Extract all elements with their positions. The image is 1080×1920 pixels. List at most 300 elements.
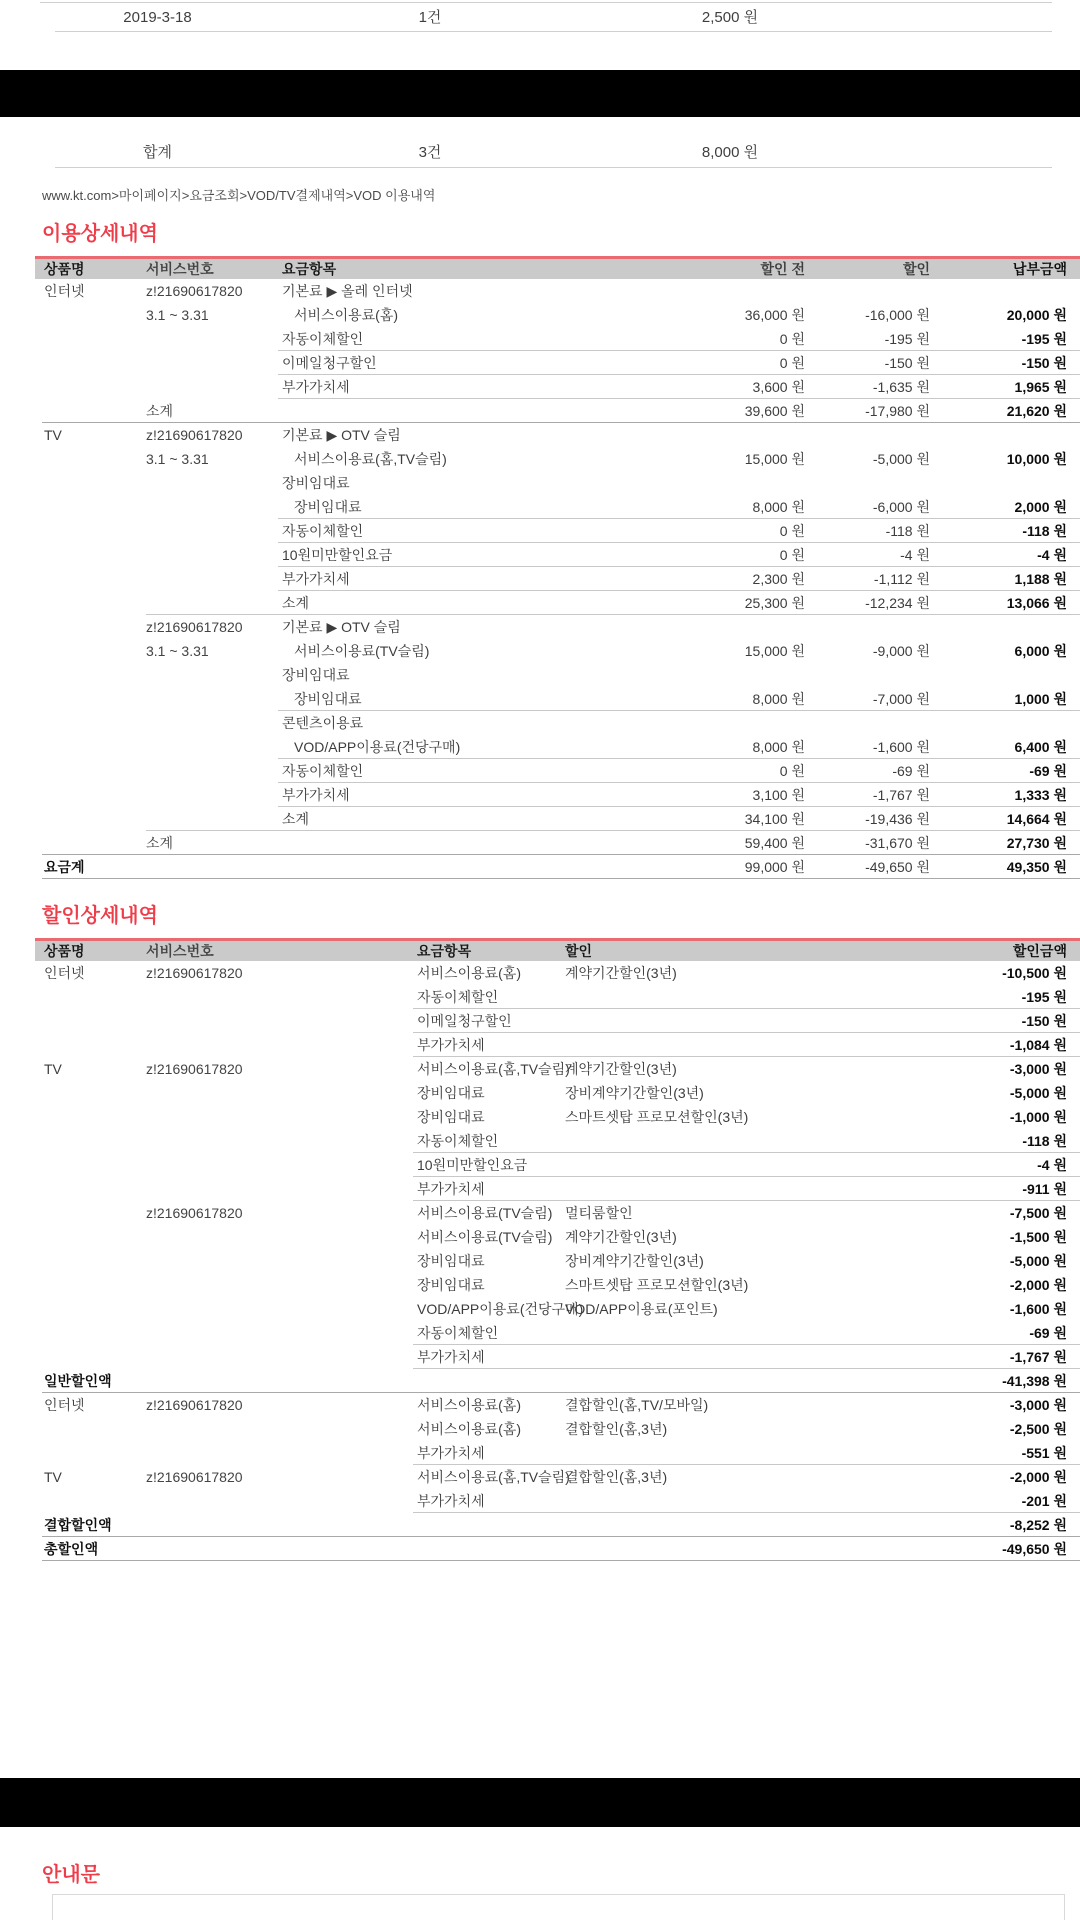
cell-charge-item: 부가가치세 <box>417 1445 485 1461</box>
cell-product <box>35 495 146 519</box>
column-header: 요금항목 <box>417 943 472 959</box>
column-header: 할인 <box>565 943 593 959</box>
cell-product <box>35 1441 146 1465</box>
table-row <box>35 1057 1080 1081</box>
cell-discount: -1,635 원 <box>872 379 930 395</box>
table-row <box>35 519 1080 543</box>
cell-service-number <box>146 663 278 687</box>
cell-before-discount: 8,000 원 <box>752 499 805 515</box>
cell-service-number <box>146 519 278 543</box>
total-amount: 8,000 원 <box>701 144 759 161</box>
cell-product: 인터넷 <box>44 283 85 299</box>
table-row <box>35 615 1080 639</box>
cell-paid-amount <box>930 663 1067 687</box>
table-row <box>35 567 1080 591</box>
cell-discount-name: 계약기간할인(3년) <box>565 1061 677 1077</box>
cell-discount-amount: -3,000 원 <box>1009 1061 1067 1077</box>
cell-service-number: 3.1 ~ 3.31 <box>146 643 209 659</box>
cell-charge-item: 장비임대료 <box>417 1085 485 1101</box>
table-row <box>35 399 1080 423</box>
table-row <box>35 327 1080 351</box>
cell-paid-amount: 1,188 원 <box>1014 571 1067 587</box>
cell-charge-item <box>413 1537 565 1561</box>
table-row <box>35 303 1080 327</box>
cell-charge-item: 서비스이용료(홈,TV슬림) <box>417 1061 570 1077</box>
cell-discount-name: 결합할인(홈,TV/모바일) <box>565 1397 709 1413</box>
cell-discount-name <box>565 1033 820 1057</box>
cell-paid-amount: 49,350 원 <box>1006 859 1067 875</box>
cell-before-discount: 0 원 <box>779 355 805 371</box>
cell-charge-item: 장비임대료 <box>417 1253 485 1269</box>
cell-service-number <box>146 1321 413 1345</box>
cell-discount-amount: -1,500 원 <box>1009 1229 1067 1245</box>
cell-discount: -1,767 원 <box>872 787 930 803</box>
cell-product <box>35 711 146 735</box>
cell-charge-item <box>278 855 570 879</box>
cell-discount-name <box>565 1009 820 1033</box>
cell-before-discount <box>570 423 805 447</box>
table-row <box>35 1345 1080 1369</box>
table-row <box>35 351 1080 375</box>
table-row <box>35 591 1080 615</box>
cell-product <box>35 663 146 687</box>
cell-service-number: 소계 <box>146 835 174 851</box>
cell-service-number <box>146 1297 413 1321</box>
cell-before-discount: 25,300 원 <box>744 595 805 611</box>
cell-discount-amount: -201 원 <box>1021 1493 1067 1509</box>
cell-service-number: 소계 <box>146 403 174 419</box>
cell-charge-item: 이메일청구할인 <box>282 355 377 371</box>
table-row <box>35 1513 1080 1537</box>
cell-product <box>35 1201 146 1225</box>
cell-service-number <box>146 327 278 351</box>
cell-paid-amount <box>930 279 1067 303</box>
cell-product: TV <box>44 1061 62 1077</box>
table-row <box>35 375 1080 399</box>
cell-charge-item <box>413 1513 565 1537</box>
cell-paid-amount: 13,066 원 <box>1006 595 1067 611</box>
cell-charge-item: 서비스이용료(홈) <box>294 307 398 323</box>
cell-discount-name <box>565 1537 820 1561</box>
cell-charge-item: 부가가치세 <box>417 1037 485 1053</box>
cell-before-discount: 0 원 <box>779 547 805 563</box>
cell-discount-name <box>565 1441 820 1465</box>
cell-discount <box>805 711 930 735</box>
cell-paid-amount: 1,333 원 <box>1014 787 1067 803</box>
total-count: 3건 <box>418 144 442 161</box>
cell-service-number <box>146 567 278 591</box>
table-row <box>35 1105 1080 1129</box>
cell-product: TV <box>44 1469 62 1485</box>
cell-service-number <box>146 351 278 375</box>
table-row <box>35 423 1080 447</box>
cell-product <box>35 807 146 831</box>
cell-discount: -6,000 원 <box>872 499 930 515</box>
cell-charge-item: 장비임대료 <box>282 667 350 683</box>
cell-product <box>35 519 146 543</box>
cell-product: 인터넷 <box>44 965 85 981</box>
table-row <box>35 985 1080 1009</box>
cell-charge-item: 10원미만할인요금 <box>417 1157 528 1173</box>
cell-paid-amount: -195 원 <box>1021 331 1067 347</box>
table-row <box>35 1081 1080 1105</box>
cell-service-number <box>146 1537 413 1561</box>
cell-service-number <box>146 687 278 711</box>
table-row <box>35 807 1080 831</box>
cell-service-number <box>146 1513 413 1537</box>
cell-product <box>35 1225 146 1249</box>
cell-paid-amount: 1,965 원 <box>1014 379 1067 395</box>
column-header: 납부금액 <box>1012 261 1067 277</box>
cell-charge-item <box>278 399 570 423</box>
cell-service-number <box>146 855 278 879</box>
cell-paid-amount <box>930 471 1067 495</box>
cell-service-number <box>146 1273 413 1297</box>
cell-discount-name: 계약기간할인(3년) <box>565 1229 677 1245</box>
cell-discount-name <box>565 1513 820 1537</box>
cell-discount-name: 스마트셋탑 프로모션할인(3년) <box>565 1277 749 1293</box>
cell-paid-amount: -69 원 <box>1029 763 1067 779</box>
cell-paid-amount: -4 원 <box>1037 547 1067 563</box>
cell-charge-item: 장비임대료 <box>417 1109 485 1125</box>
cell-charge-item: 자동이체할인 <box>282 763 364 779</box>
cell-product <box>35 1153 146 1177</box>
cell-paid-amount: 2,000 원 <box>1014 499 1067 515</box>
cell-product <box>35 1033 146 1057</box>
cell-service-number <box>146 985 413 1009</box>
cell-charge-item: 부가가치세 <box>282 787 350 803</box>
cell-discount-amount: -2,000 원 <box>1009 1469 1067 1485</box>
cell-product: 인터넷 <box>44 1397 85 1413</box>
cell-charge-item: 서비스이용료(홈) <box>417 1421 521 1437</box>
cell-service-number <box>146 1081 413 1105</box>
usage-detail-table <box>35 256 1080 879</box>
cell-service-number <box>146 1369 413 1393</box>
notice-box <box>52 1894 1065 1920</box>
cell-charge-item: 장비임대료 <box>282 475 350 491</box>
cell-charge-item: 10원미만할인요금 <box>282 547 393 563</box>
cell-discount-amount: -1,767 원 <box>1009 1349 1067 1365</box>
cell-charge-item: 자동이체할인 <box>417 1325 499 1341</box>
cell-paid-amount: 27,730 원 <box>1006 835 1067 851</box>
table-row <box>35 1129 1080 1153</box>
cell-product <box>35 1009 146 1033</box>
cell-product <box>35 591 146 615</box>
cell-service-number <box>146 735 278 759</box>
column-header: 할인 <box>902 261 930 277</box>
cell-service-number <box>146 1009 413 1033</box>
cell-charge-item: 자동이체할인 <box>417 989 499 1005</box>
cell-discount-amount: -118 원 <box>1022 1133 1067 1149</box>
cell-charge-item: 이메일청구할인 <box>417 1013 512 1029</box>
cell-charge-item: 서비스이용료(TV슬림) <box>294 643 430 659</box>
cell-discount-amount: -10,500 원 <box>1002 965 1067 981</box>
table-row <box>35 783 1080 807</box>
cell-discount-amount: -5,000 원 <box>1009 1085 1067 1101</box>
cell-discount-name: 계약기간할인(3년) <box>565 965 677 981</box>
column-header: 할인 전 <box>760 261 805 277</box>
payment-count: 1건 <box>418 9 442 26</box>
cell-before-discount: 15,000 원 <box>744 451 805 467</box>
table-row <box>35 663 1080 687</box>
discount-section-title: 할인상세내역 <box>42 905 158 927</box>
cell-paid-amount <box>930 711 1067 735</box>
cell-before-discount: 59,400 원 <box>744 835 805 851</box>
table-row <box>35 1009 1080 1033</box>
cell-product <box>35 543 146 567</box>
cell-discount-amount: -150 원 <box>1021 1013 1067 1029</box>
cell-paid-amount: -118 원 <box>1022 523 1067 539</box>
cell-discount-name: 멀티룸할인 <box>565 1205 633 1221</box>
cell-before-discount: 8,000 원 <box>752 691 805 707</box>
cell-paid-amount: -150 원 <box>1021 355 1067 371</box>
table-row <box>35 1321 1080 1345</box>
cell-discount: -7,000 원 <box>872 691 930 707</box>
cell-product <box>35 471 146 495</box>
cell-charge-item: 서비스이용료(홈,TV슬림) <box>417 1469 570 1485</box>
cell-product <box>35 1129 146 1153</box>
payment-date: 2019-3-18 <box>123 9 192 26</box>
table-row <box>35 1537 1080 1561</box>
cell-product <box>35 1249 146 1273</box>
cell-product <box>35 1177 146 1201</box>
cell-service-number: z!21690617820 <box>146 1469 243 1485</box>
cell-charge-item: 소계 <box>282 595 310 611</box>
cell-service-number: z!21690617820 <box>146 1205 243 1221</box>
cell-charge-item: 부가가치세 <box>282 379 350 395</box>
cell-product <box>35 327 146 351</box>
discount-detail-table <box>35 938 1080 1561</box>
cell-discount-amount: -1,000 원 <box>1009 1109 1067 1125</box>
table-row <box>35 1249 1080 1273</box>
cell-discount-amount: -4 원 <box>1037 1157 1067 1173</box>
cell-before-discount <box>570 471 805 495</box>
cell-discount <box>805 615 930 639</box>
cell-service-number <box>146 471 278 495</box>
cell-service-number: z!21690617820 <box>146 427 243 443</box>
cell-discount-amount: -8,252 원 <box>1009 1517 1067 1533</box>
cell-service-number <box>146 759 278 783</box>
cell-discount-name <box>565 1369 820 1393</box>
cell-discount-name <box>565 1489 820 1513</box>
column-header: 상품명 <box>44 261 85 277</box>
cell-before-discount: 36,000 원 <box>744 307 805 323</box>
cell-product: TV <box>44 427 62 443</box>
cell-before-discount: 0 원 <box>779 763 805 779</box>
cell-service-number: 3.1 ~ 3.31 <box>146 451 209 467</box>
table-header <box>35 938 1080 961</box>
cell-charge-item: 서비스이용료(홈,TV슬림) <box>294 451 447 467</box>
cell-product <box>35 351 146 375</box>
cell-discount-amount: -551 원 <box>1021 1445 1067 1461</box>
cell-product <box>35 447 146 471</box>
cell-discount-name: 스마트셋탑 프로모션할인(3년) <box>565 1109 749 1125</box>
cell-service-number <box>146 1489 413 1513</box>
table-row <box>35 1441 1080 1465</box>
cell-discount-amount: -49,650 원 <box>1002 1541 1067 1557</box>
cell-discount-amount: -7,500 원 <box>1009 1205 1067 1221</box>
cell-charge-item: 자동이체할인 <box>417 1133 499 1149</box>
cell-paid-amount: 20,000 원 <box>1006 307 1067 323</box>
table-row <box>35 855 1080 879</box>
cell-discount: -16,000 원 <box>865 307 930 323</box>
cell-charge-item: 장비임대료 <box>294 499 362 515</box>
cell-discount-amount: -2,000 원 <box>1009 1277 1067 1293</box>
cell-service-number <box>146 591 278 615</box>
cell-product: 총할인액 <box>44 1541 99 1557</box>
cell-product <box>35 615 146 639</box>
cell-product <box>35 759 146 783</box>
cell-service-number <box>146 1129 413 1153</box>
cell-service-number <box>146 495 278 519</box>
cell-charge-item: VOD/APP이용료(건당구매) <box>417 1301 584 1317</box>
table-row <box>35 1201 1080 1225</box>
cell-before-discount <box>570 615 805 639</box>
cell-product <box>35 1273 146 1297</box>
cell-paid-amount: 6,000 원 <box>1014 643 1067 659</box>
cell-discount: -12,234 원 <box>865 595 930 611</box>
cell-charge-item: 기본료 ▶ OTV 슬림 <box>282 427 401 443</box>
payment-total-row <box>0 140 880 166</box>
cell-before-discount: 99,000 원 <box>744 859 805 875</box>
breadcrumb: www.kt.com>마이페이지>요금조회>VOD/TV결제내역>VOD 이용내역 <box>42 188 436 203</box>
cell-product <box>35 985 146 1009</box>
cell-service-number <box>146 1033 413 1057</box>
cell-discount: -118 원 <box>885 523 930 539</box>
cell-product <box>35 399 146 423</box>
cell-service-number: z!21690617820 <box>146 619 243 635</box>
cell-discount: -1,600 원 <box>872 739 930 755</box>
cell-charge-item: VOD/APP이용료(건당구매) <box>294 739 461 755</box>
divider <box>55 31 1052 32</box>
column-header: 할인금액 <box>1012 943 1067 959</box>
cell-discount: -69 원 <box>892 763 930 779</box>
table-row <box>35 1297 1080 1321</box>
cell-discount-name <box>565 1177 820 1201</box>
table-row <box>35 1033 1080 1057</box>
cell-service-number <box>146 1177 413 1201</box>
column-header: 서비스번호 <box>146 943 214 959</box>
table-row <box>35 1273 1080 1297</box>
column-header: 서비스번호 <box>146 261 214 277</box>
cell-discount <box>805 423 930 447</box>
table-row <box>35 1177 1080 1201</box>
cell-discount-name: 장비계약기간할인(3년) <box>565 1253 704 1269</box>
table-row <box>35 735 1080 759</box>
table-row <box>35 687 1080 711</box>
cell-charge-item: 부가가치세 <box>417 1181 485 1197</box>
cell-before-discount <box>570 663 805 687</box>
cell-before-discount <box>570 279 805 303</box>
payment-amount: 2,500 원 <box>701 9 759 26</box>
cell-discount: -31,670 원 <box>865 835 930 851</box>
table-row <box>35 1393 1080 1417</box>
cell-discount: -4 원 <box>900 547 930 563</box>
cell-discount-name: VOD/APP이용료(포인트) <box>565 1301 718 1317</box>
redaction-bar-top <box>0 70 1080 117</box>
table-row <box>35 1417 1080 1441</box>
cell-discount-amount: -5,000 원 <box>1009 1253 1067 1269</box>
table-row <box>35 543 1080 567</box>
table-row <box>35 1225 1080 1249</box>
cell-charge-item <box>413 1369 565 1393</box>
cell-product <box>35 1321 146 1345</box>
cell-product <box>35 1489 146 1513</box>
redaction-bar-bottom <box>0 1778 1080 1827</box>
cell-before-discount <box>570 711 805 735</box>
cell-charge-item: 기본료 ▶ OTV 슬림 <box>282 619 401 635</box>
cell-charge-item: 기본료 ▶ 올레 인터넷 <box>282 283 413 299</box>
cell-discount-name <box>565 985 820 1009</box>
table-row <box>35 495 1080 519</box>
cell-discount-name <box>565 1345 820 1369</box>
cell-discount-amount: -69 원 <box>1029 1325 1067 1341</box>
cell-before-discount: 0 원 <box>779 523 805 539</box>
cell-service-number: 3.1 ~ 3.31 <box>146 307 209 323</box>
cell-discount-name <box>565 1153 820 1177</box>
cell-product <box>35 1081 146 1105</box>
cell-service-number <box>146 1225 413 1249</box>
cell-discount: -1,112 원 <box>873 571 930 587</box>
cell-paid-amount <box>930 423 1067 447</box>
cell-charge-item: 소계 <box>282 811 310 827</box>
cell-discount-name <box>565 1321 820 1345</box>
table-row <box>35 831 1080 855</box>
cell-charge-item: 장비임대료 <box>294 691 362 707</box>
cell-product: 일반할인액 <box>44 1373 112 1389</box>
cell-discount: -5,000 원 <box>872 451 930 467</box>
table-row <box>35 1369 1080 1393</box>
column-header: 요금항목 <box>282 261 337 277</box>
cell-discount-amount: -195 원 <box>1021 989 1067 1005</box>
cell-product <box>35 735 146 759</box>
cell-charge-item: 부가가치세 <box>417 1493 485 1509</box>
cell-discount: -19,436 원 <box>865 811 930 827</box>
cell-charge-item: 자동이체할인 <box>282 331 364 347</box>
table-row <box>35 711 1080 735</box>
table-row <box>35 447 1080 471</box>
cell-charge-item: 콘텐츠이용료 <box>282 715 364 731</box>
cell-charge-item: 자동이체할인 <box>282 523 364 539</box>
cell-discount-name: 장비계약기간할인(3년) <box>565 1085 704 1101</box>
cell-service-number: z!21690617820 <box>146 1397 243 1413</box>
cell-discount: -49,650 원 <box>865 859 930 875</box>
cell-before-discount: 15,000 원 <box>744 643 805 659</box>
cell-product: 결합할인액 <box>44 1517 112 1533</box>
cell-discount-amount: -911 원 <box>1022 1181 1067 1197</box>
cell-service-number <box>146 543 278 567</box>
cell-discount-amount: -2,500 원 <box>1009 1421 1067 1437</box>
cell-paid-amount <box>930 615 1067 639</box>
cell-charge-item: 서비스이용료(TV슬림) <box>417 1229 553 1245</box>
cell-discount-amount: -3,000 원 <box>1009 1397 1067 1413</box>
cell-service-number <box>146 807 278 831</box>
cell-product: 요금계 <box>44 859 85 875</box>
cell-discount <box>805 663 930 687</box>
cell-product <box>35 303 146 327</box>
table-row <box>35 279 1080 303</box>
cell-service-number <box>146 1105 413 1129</box>
table-row <box>35 759 1080 783</box>
table-row <box>35 471 1080 495</box>
cell-discount-amount: -41,398 원 <box>1002 1373 1067 1389</box>
cell-paid-amount: 14,664 원 <box>1006 811 1067 827</box>
table-row <box>35 961 1080 985</box>
cell-service-number <box>146 711 278 735</box>
cell-paid-amount: 10,000 원 <box>1006 451 1067 467</box>
cell-charge-item: 부가가치세 <box>417 1349 485 1365</box>
cell-discount-name: 결합할인(홈,3년) <box>565 1421 668 1437</box>
